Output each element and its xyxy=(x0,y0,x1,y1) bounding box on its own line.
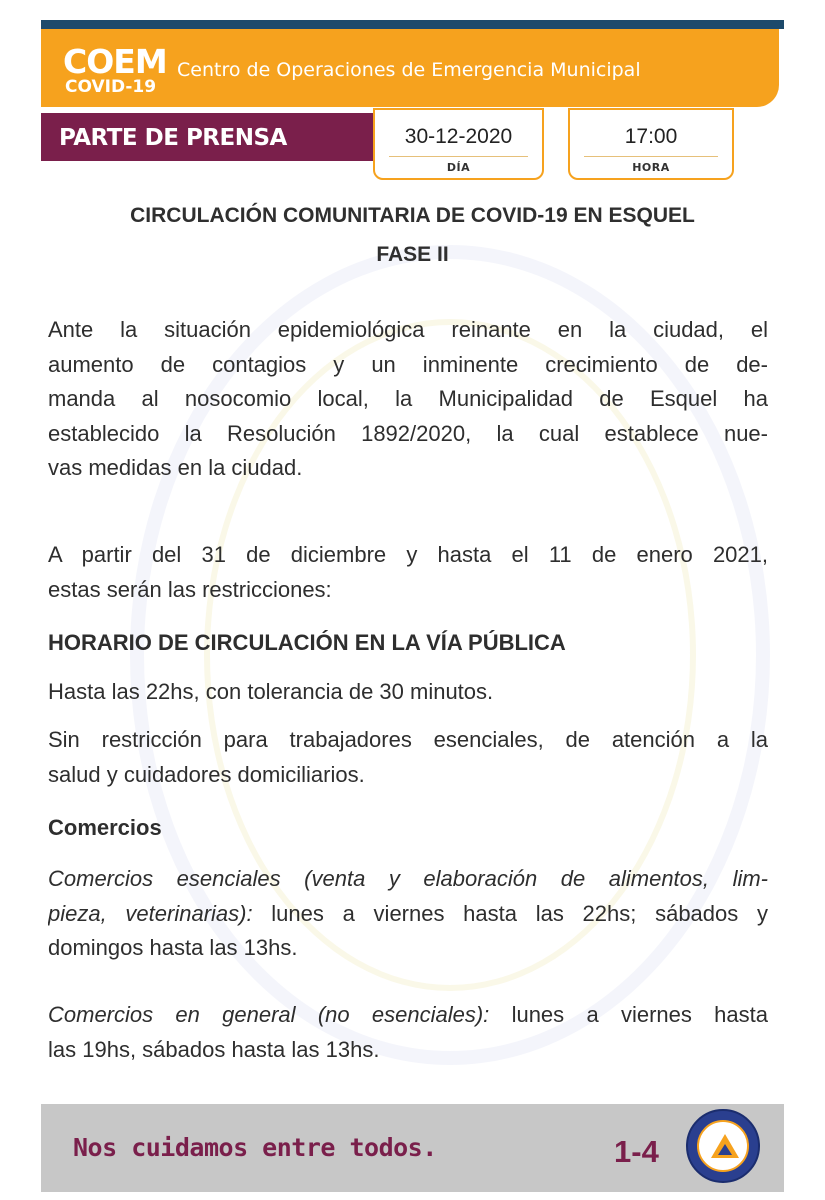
center-name: Centro de Operaciones de Emergencia Municipal xyxy=(177,59,641,81)
text-line: vas medidas en la ciudad. xyxy=(48,455,303,480)
text-line: Sin restricción para trabajadores esenciales, de atención a la xyxy=(48,727,768,752)
date-field xyxy=(373,108,544,180)
italic-text: Comercios esenciales (venta y elaboración de alimentos, lim- xyxy=(48,866,768,891)
text-line: las 19hs, sábados hasta las 13hs. xyxy=(48,1036,380,1062)
page-number: 1-4 xyxy=(614,1134,659,1169)
paragraph-intro xyxy=(48,313,768,486)
text-line xyxy=(48,897,768,932)
heading-commerce: Comercios xyxy=(48,815,162,840)
paragraph-exemptions xyxy=(48,723,768,792)
press-release-bar xyxy=(41,113,405,161)
text-line: Hasta las 22hs, con tolerancia de 30 minutos. xyxy=(48,679,494,704)
text-line xyxy=(48,862,768,897)
text-line: estas serán las restricciones: xyxy=(48,576,332,602)
time-value: 17:00 xyxy=(624,125,678,148)
headline-line-1: CIRCULACIÓN COMUNITARIA DE COVID-19 EN ESQUEL xyxy=(130,204,695,227)
regular-text: lunes a viernes hasta las 22hs; sábados y xyxy=(252,900,768,926)
italic-text: Comercios en general (no esenciales): xyxy=(48,1002,490,1027)
press-release-label: PARTE DE PRENSA xyxy=(59,125,287,151)
coem-logo: COEM xyxy=(63,42,167,81)
time-field xyxy=(568,108,734,180)
headline-line-2: FASE II xyxy=(376,243,449,266)
time-caption: HORA xyxy=(632,161,670,174)
footer-motto: Nos cuidamos entre todos. xyxy=(73,1133,437,1162)
civil-protection-seal-icon xyxy=(686,1109,760,1183)
footer-bar xyxy=(41,1104,784,1192)
text-line: Ante la situación epidemiológica reinante en la ciudad, el xyxy=(48,317,768,342)
italic-text: pieza, veterinarias): xyxy=(48,900,253,926)
date-divider xyxy=(389,156,528,157)
paragraph-general-commerce xyxy=(48,998,768,1067)
heading-circulation-hours: HORARIO DE CIRCULACIÓN EN LA VÍA PÚBLICA xyxy=(48,630,566,655)
text-line: A partir del 31 de diciembre y hasta el 11 de enero 2021, xyxy=(48,542,768,567)
regular-text: lunes a viernes hasta xyxy=(489,1002,768,1027)
header-banner xyxy=(41,29,779,107)
seal-inner-triangle xyxy=(718,1144,732,1155)
text-line: salud y cuidadores domiciliarios. xyxy=(48,761,365,787)
text-line: establecido la Resolución 1892/2020, la cual establece nue- xyxy=(48,420,768,446)
paragraph-essential-commerce xyxy=(48,862,768,966)
top-rule xyxy=(41,20,784,29)
date-caption: DÍA xyxy=(446,161,471,174)
seal-ring xyxy=(697,1120,749,1172)
time-divider xyxy=(584,156,718,157)
text-line: domingos hasta las 13hs. xyxy=(48,935,298,960)
text-line xyxy=(48,998,768,1033)
text-line: manda al nosocomio local, la Municipalidad de Esquel ha xyxy=(48,386,768,411)
date-value: 30-12-2020 xyxy=(404,125,513,148)
paragraph-curfew xyxy=(48,675,768,710)
covid-logo-subtitle: COVID-19 xyxy=(65,77,157,97)
paragraph-dates xyxy=(48,538,768,607)
text-line: aumento de contagios y un inminente crecimiento de de- xyxy=(48,351,768,377)
